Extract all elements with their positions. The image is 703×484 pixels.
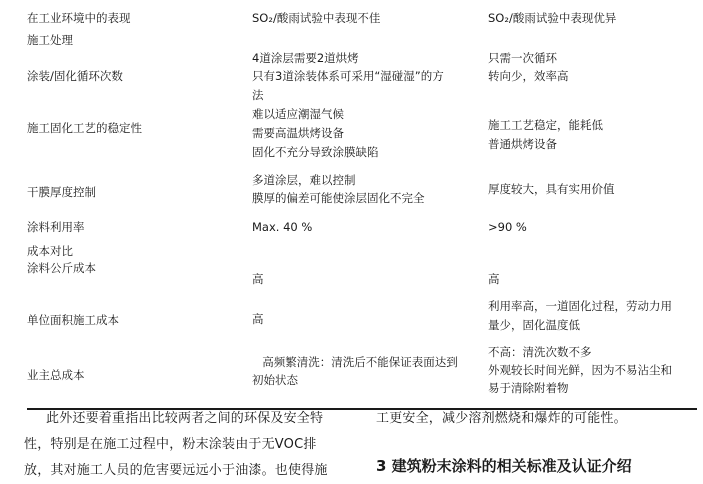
cell-film-thickness-powder: 厚度较大，具有实用价值 <box>488 182 615 196</box>
cell-owner-cost-label: 业主总成本 <box>27 368 85 382</box>
cell-film-thickness-paint-1: 多道涂层，难以控制 <box>252 173 356 187</box>
section-heading: 3 建筑粉末涂料的相关标准及认证介绍 <box>376 457 632 475</box>
cell-process-stability-powder-2: 普通烘烤设备 <box>488 137 557 151</box>
cell-unit-area-cost-powder-2: 量少，固化温度低 <box>488 318 580 332</box>
cell-utilization-paint: Max. 40 % <box>252 220 313 234</box>
cell-cure-cycles-paint-2: 只有3道涂装体系可采用“湿碰湿”的方 <box>252 69 444 83</box>
cell-process-stability-label: 施工固化工艺的稳定性 <box>27 121 142 135</box>
cell-industrial-performance-paint: SO₂/酸雨试验中表现不佳 <box>252 11 381 25</box>
body-paragraph-line-1: 此外还要着重指出比较两者之间的环保及安全特 <box>46 411 324 426</box>
cell-process-stability-paint-2: 需要高温烘烤设备 <box>252 126 344 140</box>
cell-cost-per-kg-paint: 高 <box>252 272 264 286</box>
cell-unit-area-cost-paint: 高 <box>252 312 264 326</box>
cell-industrial-performance-powder: SO₂/酸雨试验中表现优异 <box>488 11 617 25</box>
cell-cure-cycles-paint-1: 4道涂层需要2道烘烤 <box>252 51 359 65</box>
body-paragraph-line-2: 性，特别是在施工过程中，粉末涂装由于无VOC排 <box>24 437 317 452</box>
cell-film-thickness-label: 干膜厚度控制 <box>27 185 96 199</box>
cell-cure-cycles-powder-1: 只需一次循环 <box>488 51 557 65</box>
body-paragraph-line-3: 放，其对施工人员的危害要远远小于油漆。也使得施 <box>24 463 328 478</box>
cell-unit-area-cost-powder-1: 利用率高，一道固化过程，劳动力用 <box>488 299 672 313</box>
cell-process-stability-paint-3: 固化不充分导致涂膜缺陷 <box>252 145 379 159</box>
cell-owner-cost-paint-1: 高频繁清洗：清洗后不能保证表面达到 <box>262 355 458 369</box>
cell-cure-cycles-label: 涂装/固化循环次数 <box>27 69 123 83</box>
cell-unit-area-cost-label: 单位面积施工成本 <box>27 313 119 327</box>
cell-cost-comparison-label: 成本对比 <box>27 244 73 258</box>
cell-owner-cost-powder-2: 外观较长时间光鲜，因为不易沾尘和 <box>488 363 672 377</box>
cell-owner-cost-powder-1: 不高：清洗次数不多 <box>488 345 592 359</box>
cell-utilization-powder: >90 % <box>488 220 527 234</box>
cell-industrial-performance-label: 在工业环境中的表现 <box>27 11 131 25</box>
cell-utilization-label: 涂料利用率 <box>27 220 85 234</box>
cell-cure-cycles-paint-3: 法 <box>252 88 264 102</box>
cell-cost-per-kg-label: 涂料公斤成本 <box>27 261 96 275</box>
cell-owner-cost-powder-3: 易于清除附着物 <box>488 381 569 395</box>
cell-owner-cost-paint-2: 初始状态 <box>252 373 298 387</box>
cell-cure-cycles-powder-2: 转向少，效率高 <box>488 69 569 83</box>
cell-construction-handling-label: 施工处理 <box>27 33 73 47</box>
cell-cost-per-kg-powder: 高 <box>488 272 500 286</box>
cell-process-stability-paint-1: 难以适应潮湿气候 <box>252 107 344 121</box>
cell-film-thickness-paint-2: 膜厚的偏差可能使涂层固化不完全 <box>252 191 425 205</box>
body-paragraph-right-line: 工更安全，减少溶剂燃烧和爆炸的可能性。 <box>376 411 627 426</box>
cell-process-stability-powder-1: 施工工艺稳定，能耗低 <box>488 118 603 132</box>
